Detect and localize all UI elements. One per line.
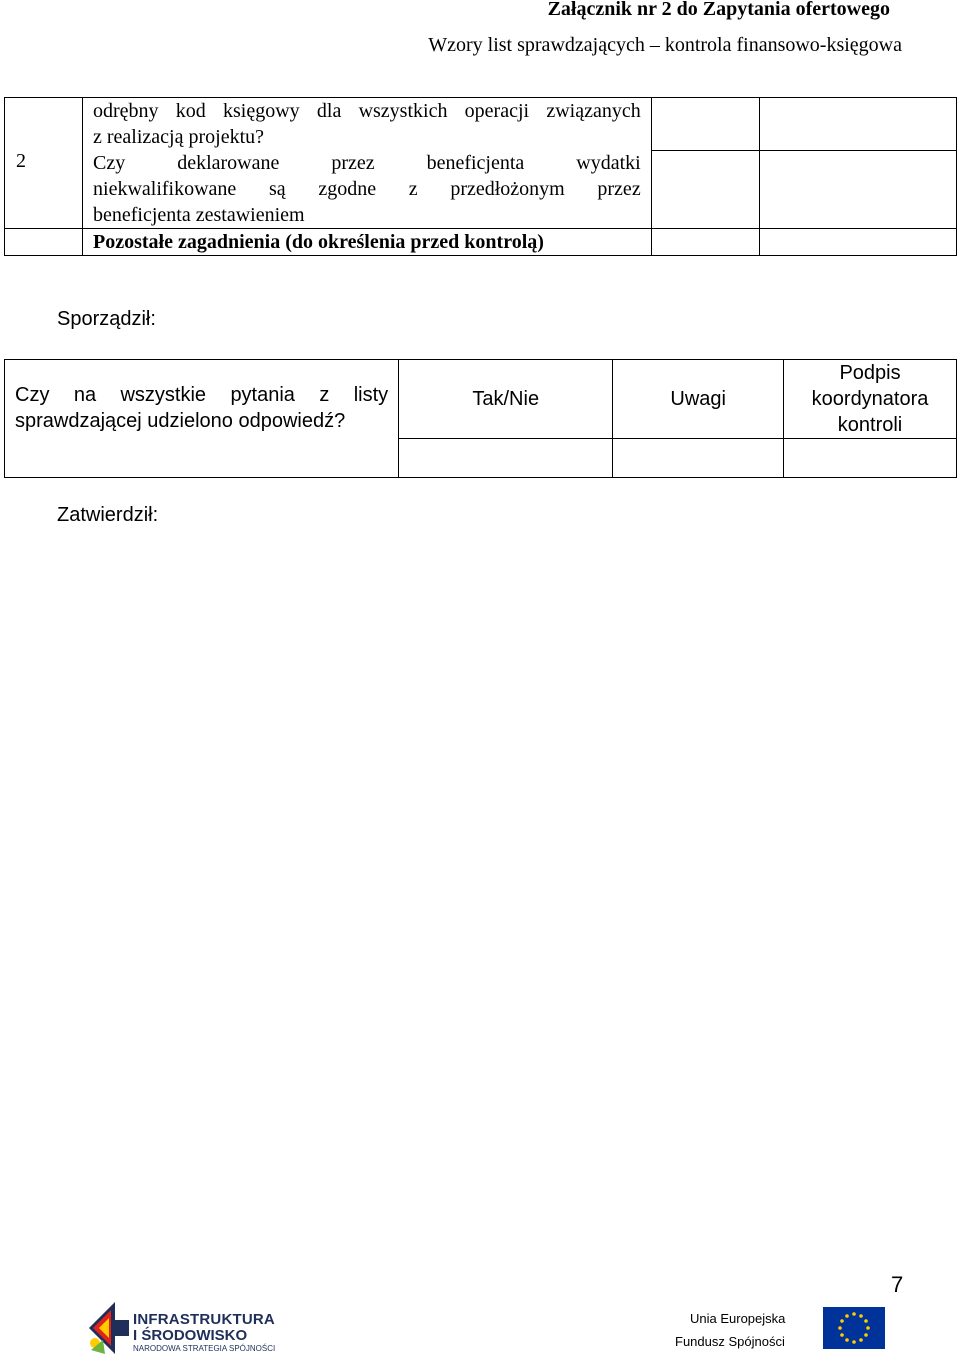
page-number: 7: [891, 1272, 904, 1297]
table-row: [5, 150, 957, 229]
question-cell: [83, 150, 652, 229]
summary-question-cell: [5, 360, 399, 478]
signature-answer-cell[interactable]: [784, 439, 957, 478]
eu-fund-label: Fundusz Spójności: [675, 1334, 785, 1349]
question-line: z realizacją projektu?: [93, 126, 265, 148]
document-subtitle: Wzory list sprawdzających – kontrola finansowo-księgowa: [428, 34, 902, 56]
eu-flag-icon: [823, 1307, 885, 1349]
remarks-header: Uwagi: [613, 360, 784, 439]
remarks-cell[interactable]: [759, 150, 956, 229]
signature-header-line: kontroli: [837, 414, 903, 436]
row-number-cell: [5, 98, 83, 151]
answer-cell[interactable]: [651, 150, 759, 229]
yes-no-header: Tak/Nie: [399, 360, 613, 439]
yes-no-answer-cell[interactable]: [399, 439, 613, 478]
eu-union-label: Unia Europejska: [690, 1311, 786, 1326]
approved-by-label: Zatwierdził:: [57, 504, 159, 526]
document-title: Załącznik nr 2 do Zapytania ofertowego: [547, 0, 890, 20]
question-line: Czy deklarowane przez beneficjenta wydatki: [93, 152, 641, 174]
question-line: niekwalifikowane są zgodne z przedłożonym przez: [93, 178, 641, 200]
logo-text-strategy: NARODOWA STRATEGIA SPÓJNOŚCI: [133, 1344, 276, 1353]
table-row: [5, 360, 957, 439]
row-number-cell: 2: [5, 150, 83, 229]
section-heading: Pozostałe zagadnienia (do określenia przed kontrolą): [83, 229, 652, 256]
table-row: [5, 98, 957, 151]
summary-table: [4, 359, 957, 478]
signature-header: [784, 360, 957, 439]
question-line: beneficjenta zestawieniem: [93, 204, 305, 226]
signature-header-line: Podpis: [839, 362, 901, 384]
remarks-cell[interactable]: [759, 98, 956, 151]
remarks-cell[interactable]: [759, 229, 956, 256]
answer-cell[interactable]: [651, 98, 759, 151]
checklist-table: [4, 97, 957, 256]
summary-question-line: sprawdzającej udzielono odpowiedź?: [15, 410, 346, 432]
remarks-answer-cell[interactable]: [613, 439, 784, 478]
logo-text-srodowisko: I ŚRODOWISKO: [133, 1327, 248, 1344]
table-row: [5, 229, 957, 256]
summary-question-line: Czy na wszystkie pytania z listy: [15, 384, 389, 406]
signature-header-line: koordynatora: [811, 388, 929, 410]
answer-cell[interactable]: [651, 229, 759, 256]
prepared-by-label: Sporządził:: [57, 308, 156, 330]
row-number-cell: [5, 229, 83, 256]
question-line: odrębny kod księgowy dla wszystkich operacji związanych: [93, 100, 641, 122]
question-cell: [83, 98, 652, 151]
logo-text-infrastruktura: INFRASTRUKTURA: [133, 1311, 275, 1328]
